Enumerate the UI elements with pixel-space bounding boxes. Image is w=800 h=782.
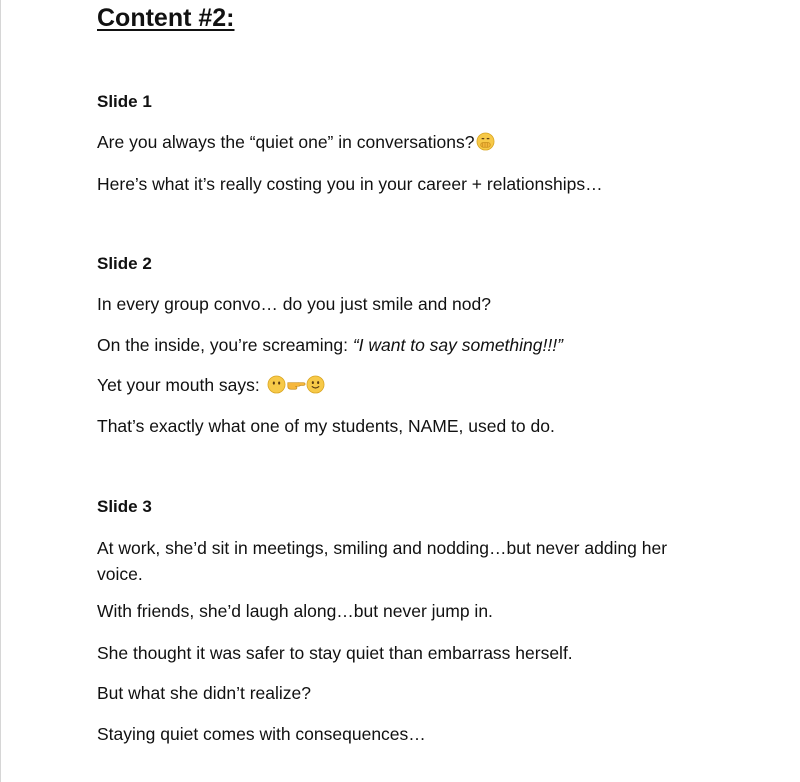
page-edge-divider [0,0,1,782]
slide-3-heading: Slide 3 [97,497,152,516]
slide-3-paragraph-3: She thought it was safer to stay quiet than embarrass herself. [97,643,573,663]
slide-3-paragraph-1: At work, she’d sit in meetings, smiling and nodding…but never adding her voice. [97,538,668,584]
pointing-right-icon [286,375,306,401]
slide-2-line-3-text: Yet your mouth says: [97,375,265,395]
slide-2-emoji-group [267,375,325,401]
slide-2-paragraph-1: In every group convo… do you just smile and nod? [97,294,491,314]
slide-2-paragraph-2 [97,332,717,358]
face-without-mouth-icon [267,375,286,401]
slide-2-line-2-text: On the inside, you’re screaming: [97,335,353,355]
slightly-smiling-face-icon [306,375,325,401]
slide-2-heading: Slide 2 [97,254,152,273]
slide-1-line-1-text: Are you always the “quiet one” in conversations? [97,132,475,152]
slide-2-paragraph-4: That’s exactly what one of my students, NAME, used to do. [97,416,555,436]
slide-3-paragraph-5: Staying quiet comes with consequences… [97,724,426,744]
slide-1-paragraph-1 [97,129,717,155]
slide-1-paragraph-2: Here’s what it’s really costing you in your career + relationships… [97,174,603,194]
slide-3-paragraph-4: But what she didn’t realize? [97,683,312,703]
slide-3-paragraph-2: With friends, she’d laugh along…but never jump in. [97,601,493,621]
slide-1-heading: Slide 1 [97,92,152,111]
face-with-hand-over-mouth-icon [476,132,495,151]
slide-2-paragraph-3 [97,372,717,401]
slide-2-quote: “I want to say something!!!” [352,335,563,355]
document-title: Content #2: [97,4,235,32]
